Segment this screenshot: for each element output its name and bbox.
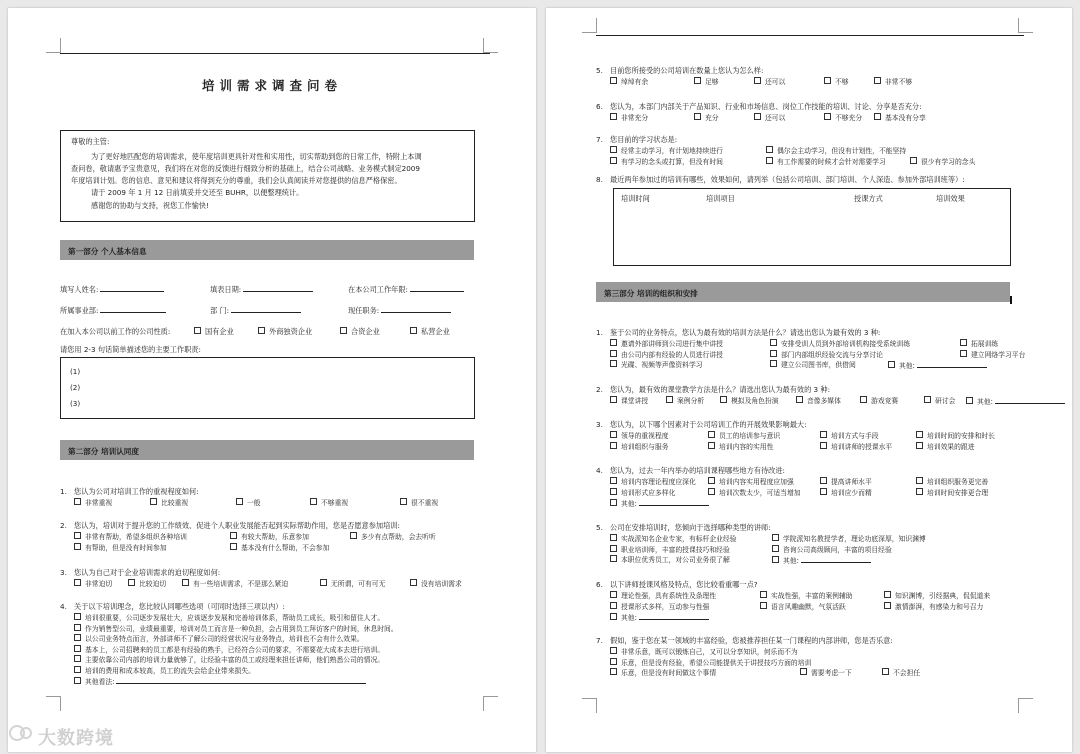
checkbox-icon[interactable] bbox=[772, 545, 779, 552]
checkbox-icon[interactable] bbox=[796, 396, 803, 403]
checkbox-option[interactable]: 拓展训练 bbox=[960, 339, 998, 348]
checkbox-icon[interactable] bbox=[610, 113, 617, 120]
checkbox-option[interactable]: 没有培训需求 bbox=[410, 579, 462, 588]
checkbox-icon[interactable] bbox=[610, 499, 617, 506]
checkbox-option[interactable]: 培训时间安排更合理 bbox=[916, 488, 988, 497]
checkbox-option[interactable]: 有学习的念头或打算，但没有时间 bbox=[610, 157, 723, 166]
checkbox-icon[interactable] bbox=[874, 113, 881, 120]
table-header: 培训效果 bbox=[936, 194, 965, 203]
checkbox-icon[interactable] bbox=[884, 591, 891, 598]
checkbox-icon[interactable] bbox=[824, 77, 831, 84]
checkbox-option[interactable]: 实战派知名企业专家，有标杆企业经验 bbox=[610, 534, 737, 543]
checkbox-option[interactable]: 培训内容的实用性 bbox=[708, 442, 773, 451]
checkbox-option[interactable]: 知识渊博，引经据典，侃侃道来 bbox=[884, 591, 990, 600]
checkbox-option[interactable]: 游戏竞赛 bbox=[860, 396, 898, 405]
checkbox-option[interactable]: 实战性强，丰富的案例辅助 bbox=[760, 591, 853, 600]
checkbox-option[interactable]: 领导的重视程度 bbox=[610, 431, 669, 440]
checkbox-icon[interactable] bbox=[610, 339, 617, 346]
checkbox-icon[interactable] bbox=[610, 431, 617, 438]
checkbox-icon[interactable] bbox=[310, 498, 317, 505]
section-heading-part1 bbox=[60, 240, 474, 260]
department-field[interactable]: 部 门: bbox=[210, 305, 301, 315]
checkbox-icon[interactable] bbox=[610, 442, 617, 449]
checkbox-icon[interactable] bbox=[884, 602, 891, 609]
question-text: 5. 公司在安排培训时，您倾向于选择哪种类型的讲师: bbox=[596, 523, 771, 532]
checkbox-option[interactable]: 研讨会 bbox=[924, 396, 955, 405]
checkbox-icon[interactable] bbox=[74, 655, 81, 662]
checkbox-icon[interactable] bbox=[820, 488, 827, 495]
checkbox-option[interactable]: 还可以 bbox=[754, 113, 785, 122]
question-text: 5. 目前您所接受的公司培训在数量上您认为怎么样: bbox=[596, 66, 764, 75]
checkbox-option[interactable]: 其他: bbox=[610, 612, 709, 621]
checkbox-option[interactable]: 培训次数太少，可适当增加 bbox=[708, 488, 801, 497]
checkbox-icon[interactable] bbox=[610, 591, 617, 598]
checkbox-option[interactable]: 无所谓，可有可无 bbox=[320, 579, 385, 588]
checkbox-icon[interactable] bbox=[824, 113, 831, 120]
date-field[interactable]: 填表日期: bbox=[210, 284, 313, 294]
checkbox-option[interactable]: 学院派知名教授学者，理论功底深厚，知识渊博 bbox=[772, 534, 926, 543]
checkbox-option[interactable]: 合资企业 bbox=[340, 327, 380, 336]
checkbox-icon[interactable] bbox=[74, 543, 81, 550]
checkbox-option[interactable]: 培训内容实用程度应加强 bbox=[708, 477, 794, 486]
checkbox-option[interactable]: 有较大帮助，乐意参加 bbox=[230, 532, 309, 541]
checkbox-option[interactable]: 激情澎湃，有感染力和号召力 bbox=[884, 602, 983, 611]
checkbox-option[interactable]: 模拟及角色扮演 bbox=[720, 396, 779, 405]
checkbox-icon[interactable] bbox=[610, 534, 617, 541]
checkbox-option[interactable]: 很不重视 bbox=[400, 498, 438, 507]
checkbox-icon[interactable] bbox=[610, 146, 617, 153]
checkbox-icon[interactable] bbox=[820, 442, 827, 449]
years-field[interactable]: 在本公司工作年限: bbox=[348, 284, 464, 294]
checkbox-option[interactable]: 其他: bbox=[610, 498, 709, 507]
intro-line: 查问卷，敬请惠予宝贵意见，我们将在对您的反馈进行细致分析的基础上，结合公司战略、业务模式制定2009 bbox=[71, 164, 420, 173]
table-header: 授课方式 bbox=[854, 194, 883, 203]
checkbox-icon[interactable] bbox=[916, 477, 923, 484]
name-field[interactable]: 填写人姓名: bbox=[60, 284, 164, 294]
checkbox-icon[interactable] bbox=[760, 591, 767, 598]
document-title: 培训需求调查问卷 bbox=[201, 78, 342, 93]
checkbox-icon[interactable] bbox=[766, 157, 773, 164]
checkbox-option[interactable]: 非常充分 bbox=[610, 113, 648, 122]
crop-mark bbox=[582, 18, 597, 33]
checkbox-option[interactable]: 提高讲师水平 bbox=[820, 477, 872, 486]
checkbox-icon[interactable] bbox=[910, 157, 917, 164]
question-text: 7. 假如，鉴于您在某一领域的丰富经验，您被推荐担任某一门课程的内部讲师，您是否乐意: bbox=[596, 636, 893, 645]
checkbox-icon[interactable] bbox=[610, 77, 617, 84]
checkbox-option[interactable]: 培训方式与手段 bbox=[820, 431, 879, 440]
checkbox-option[interactable]: 理论性强，具有系统性及条理性 bbox=[610, 591, 716, 600]
checkbox-option[interactable]: 充分 bbox=[694, 113, 719, 122]
checkbox-icon[interactable] bbox=[74, 579, 81, 586]
question-text: 6. 以下讲师授课风格及特点，您比较看重哪一点? bbox=[596, 580, 758, 589]
checkbox-icon[interactable] bbox=[150, 498, 157, 505]
question-text: 6. 您认为，本部门内部关于产品知识、行业和市场信息、岗位工作技能的培训、讨论、分享是否充分: bbox=[596, 102, 922, 111]
checkbox-option[interactable]: 培训内容理论程度应深化 bbox=[610, 477, 696, 486]
checkbox-option[interactable]: 需要考虑一下 bbox=[800, 668, 852, 677]
header-rule bbox=[60, 53, 490, 54]
section-heading-text: 第二部分 培训认同度 bbox=[68, 447, 139, 456]
checkbox-option[interactable]: 其他: bbox=[888, 360, 987, 369]
crop-mark bbox=[483, 696, 498, 711]
checkbox-icon[interactable] bbox=[74, 498, 81, 505]
checkbox-option[interactable]: 授课形式多样，互动参与性强 bbox=[610, 602, 709, 611]
duty-item: (3) bbox=[70, 399, 81, 408]
checkbox-icon[interactable] bbox=[610, 658, 617, 665]
checkbox-option[interactable]: 以公司业务特点而言，外部讲师不了解公司的经营状况与业务特点，培训也不会有什么效果。 bbox=[74, 634, 364, 643]
checkbox-icon[interactable] bbox=[694, 113, 701, 120]
checkbox-icon[interactable] bbox=[770, 360, 777, 367]
question-text: 3. 您认为自己对于企业培训需求的迫切程度如何: bbox=[60, 568, 221, 577]
checkbox-option[interactable]: 一般 bbox=[236, 498, 261, 507]
section-heading-part3 bbox=[596, 282, 1010, 302]
checkbox-option[interactable]: 国有企业 bbox=[194, 327, 234, 336]
checkbox-icon[interactable] bbox=[610, 555, 617, 562]
checkbox-icon[interactable] bbox=[610, 157, 617, 164]
checkbox-option[interactable]: 其他看法: bbox=[74, 676, 366, 685]
question-text: 3. 您认为，以下哪个因素对于公司培训工作的开展效果影响最大: bbox=[596, 420, 807, 429]
checkbox-icon[interactable] bbox=[128, 579, 135, 586]
checkbox-option[interactable]: 私营企业 bbox=[410, 327, 450, 336]
checkbox-option[interactable]: 偶尔会主动学习，但没有计划性，不能坚持 bbox=[766, 146, 906, 155]
division-field[interactable]: 所属事业部: bbox=[60, 305, 166, 315]
checkbox-option[interactable]: 课堂讲授 bbox=[610, 396, 648, 405]
checkbox-option[interactable]: 非常乐意，既可以锻炼自己，又可以分享知识，何乐而不为 bbox=[610, 647, 798, 656]
checkbox-icon[interactable] bbox=[772, 534, 779, 541]
checkbox-option[interactable]: 培训讲师的授课水平 bbox=[820, 442, 892, 451]
company-type-question: 在加入本公司以前工作的公司性质: bbox=[60, 327, 171, 336]
checkbox-icon[interactable] bbox=[754, 113, 761, 120]
checkbox-option[interactable]: 员工的培训参与意识 bbox=[708, 431, 780, 440]
checkbox-option[interactable]: 职业培训师，丰富的授课技巧和经验 bbox=[610, 545, 730, 554]
checkbox-option[interactable]: 建立网络学习平台 bbox=[960, 350, 1025, 359]
header-rule bbox=[596, 35, 1024, 36]
checkbox-option[interactable]: 光碟、视频等声像资料学习 bbox=[610, 360, 703, 369]
checkbox-icon[interactable] bbox=[410, 579, 417, 586]
question-text: 7. 您目前的学习状态是: bbox=[596, 135, 678, 144]
checkbox-icon[interactable] bbox=[766, 146, 773, 153]
checkbox-option[interactable]: 咨询公司高级顾问，丰富的项目经验 bbox=[772, 545, 892, 554]
checkbox-option[interactable]: 还可以 bbox=[754, 77, 785, 86]
checkbox-icon[interactable] bbox=[400, 498, 407, 505]
checkbox-option[interactable]: 有一些培训需求，不是那么紧迫 bbox=[182, 579, 288, 588]
checkbox-option[interactable]: 语言风趣幽默，气氛活跃 bbox=[760, 602, 846, 611]
crop-mark bbox=[1018, 698, 1033, 713]
checkbox-icon[interactable] bbox=[610, 488, 617, 495]
checkbox-icon[interactable] bbox=[610, 396, 617, 403]
checkbox-icon[interactable] bbox=[230, 532, 237, 539]
checkbox-option[interactable]: 培训应少而精 bbox=[820, 488, 872, 497]
checkbox-icon[interactable] bbox=[708, 477, 715, 484]
duties-textarea[interactable] bbox=[60, 357, 475, 419]
checkbox-option[interactable]: 外商独资企业 bbox=[258, 327, 312, 336]
checkbox-icon[interactable] bbox=[820, 431, 827, 438]
checkbox-icon[interactable] bbox=[320, 579, 327, 586]
checkbox-icon[interactable] bbox=[350, 532, 357, 539]
checkbox-option[interactable]: 由公司内部有经验的人员进行讲授 bbox=[610, 350, 723, 359]
question-text: 8. 最近两年参加过的培训有哪些，效果如何，请列举（包括公司培训、部门培训、个人深造、参加外部培训班等）: bbox=[596, 175, 965, 184]
section-heading-part2 bbox=[60, 440, 474, 460]
left-page bbox=[8, 8, 536, 752]
checkbox-icon[interactable] bbox=[74, 645, 81, 652]
checkbox-icon[interactable] bbox=[182, 579, 189, 586]
checkbox-option[interactable]: 有帮助，但是没有时间参加 bbox=[74, 543, 167, 552]
checkbox-icon[interactable] bbox=[74, 677, 81, 684]
duty-item: (2) bbox=[70, 383, 81, 392]
checkbox-icon[interactable] bbox=[610, 360, 617, 367]
checkbox-option[interactable]: 不会担任 bbox=[882, 668, 920, 677]
checkbox-option[interactable]: 经常主动学习，有计划地持续进行 bbox=[610, 146, 723, 155]
checkbox-icon[interactable] bbox=[708, 442, 715, 449]
checkbox-icon[interactable] bbox=[960, 350, 967, 357]
duties-question: 请您用 2-3 句话简单描述您的主要工作职责: bbox=[60, 345, 201, 354]
checkbox-option[interactable]: 基本没有分享 bbox=[874, 113, 926, 122]
checkbox-icon[interactable] bbox=[610, 647, 617, 654]
checkbox-option[interactable]: 培训组织与服务 bbox=[610, 442, 669, 451]
checkbox-icon[interactable] bbox=[760, 602, 767, 609]
checkbox-icon[interactable] bbox=[708, 431, 715, 438]
intro-line: 为了更好地匹配您的培训需求，使年度培训更具针对性和实用性，切实帮助到您的日常工作，特附上本调 bbox=[91, 152, 422, 161]
checkbox-option[interactable]: 部门内部组织经验交流与分享讨论 bbox=[770, 350, 883, 359]
checkbox-icon[interactable] bbox=[820, 477, 827, 484]
checkbox-option[interactable]: 音像多媒体 bbox=[796, 396, 841, 405]
checkbox-option[interactable]: 不够 bbox=[824, 77, 849, 86]
checkbox-option[interactable]: 绰绰有余 bbox=[610, 77, 648, 86]
checkbox-icon[interactable] bbox=[916, 488, 923, 495]
checkbox-option[interactable]: 足够 bbox=[694, 77, 719, 86]
duty-item: (1) bbox=[70, 367, 81, 376]
right-page bbox=[546, 8, 1072, 752]
checkbox-icon[interactable] bbox=[230, 543, 237, 550]
checkbox-icon[interactable] bbox=[610, 613, 617, 620]
checkbox-icon[interactable] bbox=[74, 634, 81, 641]
question-text: 4. 您认为，过去一年内举办的培训课程哪些地方有待改进: bbox=[596, 466, 785, 475]
section-heading-text: 第一部分 个人基本信息 bbox=[68, 247, 147, 256]
checkbox-option[interactable]: 培训很重要，公司逐步发展壮大，应该逐步发展和完善培训体系，帮助员工成长，吸引和留住人才。 bbox=[74, 613, 384, 622]
watermark-text: 大数跨境 bbox=[38, 728, 114, 749]
checkbox-option[interactable]: 培训组织服务更完善 bbox=[916, 477, 988, 486]
checkbox-option[interactable]: 非常重视 bbox=[74, 498, 112, 507]
checkbox-option[interactable]: 有工作需要的时候才会针对需要学习 bbox=[766, 157, 886, 166]
checkbox-option[interactable]: 基本没有什么帮助，不会参加 bbox=[230, 543, 329, 552]
checkbox-icon[interactable] bbox=[74, 532, 81, 539]
checkbox-option[interactable]: 建立公司图书库，供借阅 bbox=[770, 360, 856, 369]
checkbox-option[interactable]: 乐意，但是没有经验，希望公司能提供关于讲授技巧方面的培训 bbox=[610, 658, 811, 667]
crop-mark bbox=[46, 38, 61, 53]
checkbox-option[interactable]: 作为销售型公司，业绩最重要，培训对员工而言是一种负担，会占用到员工拜访客户的时间，休息时间。 bbox=[74, 624, 398, 633]
checkbox-icon[interactable] bbox=[800, 668, 807, 675]
checkbox-option[interactable]: 多少有点帮助，会去听听 bbox=[350, 532, 436, 541]
checkbox-icon[interactable] bbox=[720, 396, 727, 403]
checkbox-icon[interactable] bbox=[874, 77, 881, 84]
checkbox-icon[interactable] bbox=[610, 668, 617, 675]
checkbox-option[interactable]: 乐意，但是没有时间做这个事情 bbox=[610, 668, 716, 677]
checkbox-icon[interactable] bbox=[916, 431, 923, 438]
checkbox-option[interactable]: 基本上，公司招聘来的员工都是有经验的熟手，已经符合公司的要求，不需要花大成本去进行培训。 bbox=[74, 645, 384, 654]
section-heading-text: 第三部分 培训的组织和安排 bbox=[604, 289, 698, 298]
question-text: 1. 您认为公司对培训工作的重视程度如何: bbox=[60, 487, 199, 496]
checkbox-option[interactable]: 培训时间的安排和时长 bbox=[916, 431, 995, 440]
intro-line: 请于 2009 年 1 月 12 日前填妥并交还至 BUHR，以便整理统计。 bbox=[91, 188, 304, 197]
crop-mark bbox=[46, 696, 61, 711]
checkbox-icon[interactable] bbox=[74, 613, 81, 620]
crop-mark bbox=[483, 38, 498, 53]
checkbox-option[interactable]: 培训形式应多样化 bbox=[610, 488, 675, 497]
question-text: 1. 鉴于公司的业务特点，您认为最有效的培训方法是什么？请选出您认为最有效的 3 种: bbox=[596, 328, 881, 337]
checkbox-option[interactable]: 非常迫切 bbox=[74, 579, 112, 588]
question-text: 2. 您认为，最有效的课堂教学方法是什么？请选出您认为最有效的 3 种: bbox=[596, 385, 831, 394]
intro-line: 尊敬的主管: bbox=[71, 137, 110, 146]
checkbox-icon[interactable] bbox=[966, 397, 973, 404]
watermark-logo-icon bbox=[8, 722, 34, 744]
checkbox-option[interactable]: 本职位优秀员工，对公司业务很了解 bbox=[610, 555, 730, 564]
checkbox-icon[interactable] bbox=[610, 350, 617, 357]
checkbox-icon[interactable] bbox=[708, 488, 715, 495]
text-cursor bbox=[1010, 296, 1012, 304]
checkbox-option[interactable]: 其他: bbox=[966, 396, 1065, 405]
training-history-table[interactable] bbox=[613, 188, 1011, 266]
checkbox-option[interactable]: 比较重视 bbox=[150, 498, 188, 507]
checkbox-icon[interactable] bbox=[610, 477, 617, 484]
checkbox-option[interactable]: 培训的费用和成本较高，员工的流失会给企业带来损失。 bbox=[74, 666, 255, 675]
checkbox-icon[interactable] bbox=[666, 396, 673, 403]
checkbox-icon[interactable] bbox=[694, 77, 701, 84]
checkbox-icon[interactable] bbox=[770, 339, 777, 346]
crop-mark bbox=[1018, 18, 1033, 33]
checkbox-icon[interactable] bbox=[924, 396, 931, 403]
checkbox-icon[interactable] bbox=[888, 361, 895, 368]
checkbox-option[interactable]: 其他: bbox=[772, 555, 871, 564]
checkbox-icon[interactable] bbox=[960, 339, 967, 346]
question-text: 4. 关于以下培训理念，您比较认同哪些选项（可同时选择三项以内）: bbox=[60, 602, 285, 611]
checkbox-icon[interactable] bbox=[74, 666, 81, 673]
checkbox-icon[interactable] bbox=[754, 77, 761, 84]
question-text: 2. 您认为，培训对于提升您的工作绩效、促进个人职业发展能否起到实际帮助作用，您是否愿意参加培训: bbox=[60, 521, 400, 530]
checkbox-icon[interactable] bbox=[882, 668, 889, 675]
intro-box bbox=[60, 130, 475, 222]
checkbox-icon[interactable] bbox=[772, 556, 779, 563]
intro-line: 年度培训计划。您的信息、意见和建议将得到充分的尊重，我们会认真阅读并对您提供的信息严格保密。 bbox=[71, 176, 402, 185]
checkbox-option[interactable]: 比较迫切 bbox=[128, 579, 166, 588]
checkbox-icon[interactable] bbox=[74, 624, 81, 631]
checkbox-icon[interactable] bbox=[236, 498, 243, 505]
checkbox-icon[interactable] bbox=[610, 602, 617, 609]
checkbox-option[interactable]: 主要依靠公司内部的培训力量就够了，让经验丰富的员工或经理来担任讲师，他们熟悉公司的情况。 bbox=[74, 655, 384, 664]
checkbox-option[interactable]: 非常有帮助，希望多组织各种培训 bbox=[74, 532, 187, 541]
intro-line: 感谢您的协助与支持，祝您工作愉快! bbox=[91, 201, 209, 210]
checkbox-option[interactable]: 培训效果的跟进 bbox=[916, 442, 975, 451]
checkbox-option[interactable]: 案例分析 bbox=[666, 396, 704, 405]
checkbox-option[interactable]: 不够重视 bbox=[310, 498, 348, 507]
checkbox-option[interactable]: 邀请外部讲师到公司进行集中讲授 bbox=[610, 339, 723, 348]
checkbox-option[interactable]: 安排受训人员到外部培训机构接受系统训练 bbox=[770, 339, 910, 348]
table-header: 培训项目 bbox=[706, 194, 735, 203]
checkbox-option[interactable]: 不够充分 bbox=[824, 113, 862, 122]
checkbox-icon[interactable] bbox=[916, 442, 923, 449]
checkbox-option[interactable]: 很少有学习的念头 bbox=[910, 157, 975, 166]
crop-mark bbox=[582, 698, 597, 713]
checkbox-icon[interactable] bbox=[610, 545, 617, 552]
table-header: 培训时间 bbox=[621, 194, 650, 203]
checkbox-icon[interactable] bbox=[860, 396, 867, 403]
checkbox-icon[interactable] bbox=[770, 350, 777, 357]
checkbox-option[interactable]: 非常不够 bbox=[874, 77, 912, 86]
position-field[interactable]: 现任职务: bbox=[348, 305, 451, 315]
